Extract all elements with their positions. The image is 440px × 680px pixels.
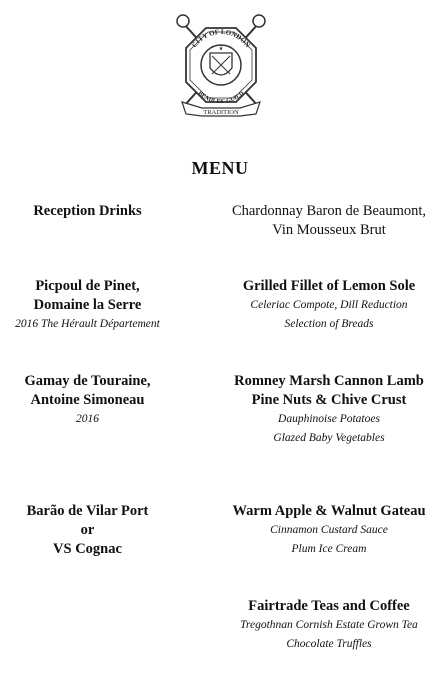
dish-side: Cinnamon Custard Sauce [270,524,388,536]
dish-side: Tregothnan Cornish Estate Grown Tea [240,619,418,631]
wine-name: Domaine la Serre [33,297,142,313]
dish-side: Glazed Baby Vegetables [273,432,385,444]
svg-text:♛: ♛ [218,47,224,52]
dish-side: Selection of Breads [284,318,374,330]
dish-title: Pine Nuts & Chive Crust [251,392,407,408]
reception-drinks [218,202,440,240]
dish-side: Dauphinoise Potatoes [278,413,380,425]
wine-detail: 2016 The Hérault Département [15,318,160,330]
dish-title: Warm Apple & Walnut Gateau [232,503,426,519]
reception-drink: Vin Mousseux Brut [272,222,386,238]
wine-detail: 2016 [76,413,99,425]
wine-name: Gamay de Touraine, [24,373,151,389]
crest-lower-text: BEADLES' GUILD [196,90,246,106]
dish [218,372,440,448]
dish-title: Fairtrade Teas and Coffee [248,598,410,614]
reception-drink: Chardonnay Baron de Beaumont, [231,203,427,219]
dish [218,597,440,654]
dish [218,277,440,334]
wine-name: Barão de Vilar Port [26,503,149,519]
dish-side: Plum Ice Cream [291,543,367,555]
dish [218,502,440,559]
dish-title: Grilled Fillet of Lemon Sole [242,278,416,294]
wine-pairing [0,372,175,429]
crest-ring-text: CITY OF LONDON [190,27,252,50]
dish-side: Chocolate Truffles [286,638,372,650]
wine-name: Antoine Simoneau [30,392,145,408]
beadles-guild-crest-logo [168,10,274,120]
menu-title: MENU [191,158,249,178]
wine-name: VS Cognac [53,541,122,557]
wine-name: or [80,522,95,538]
wine-name: Picpoul de Pinet, [35,278,140,294]
wine-pairing [0,502,175,559]
reception-label-text: Reception Drinks [33,203,142,219]
crest-banner-text: TRADITION [203,109,239,116]
wine-pairing [0,277,175,334]
dish-side: Celeriac Compote, Dill Reduction [250,299,408,311]
reception-label [0,202,175,221]
dish-title: Romney Marsh Cannon Lamb [234,373,424,389]
